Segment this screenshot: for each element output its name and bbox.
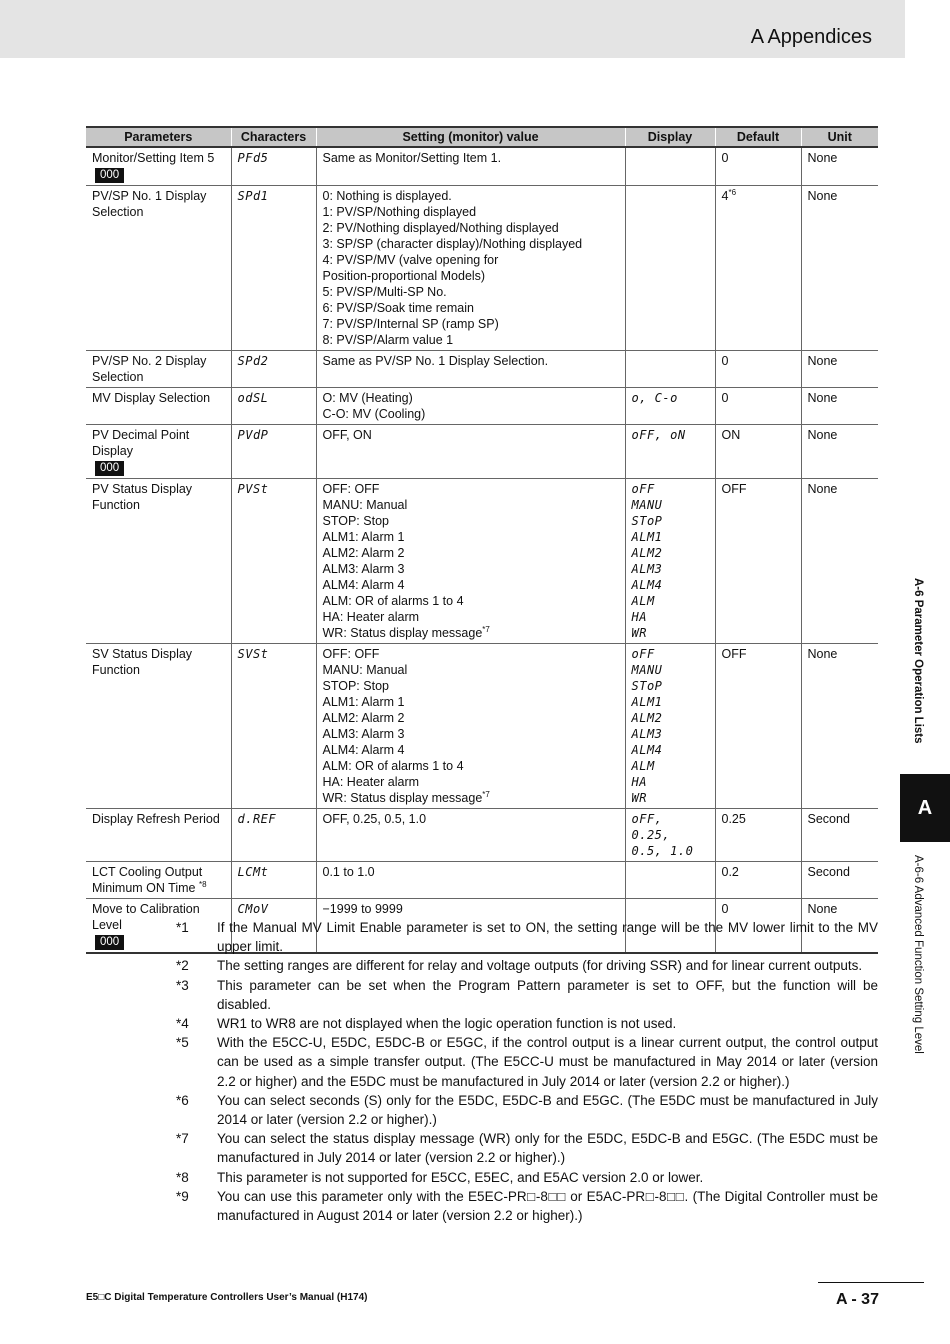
table-row bbox=[86, 862, 878, 899]
unit-cell: Second bbox=[801, 862, 878, 899]
display-cell bbox=[625, 644, 715, 809]
footnotes bbox=[176, 918, 878, 1225]
footnote-text: The setting ranges are different for relay and voltage outputs (for driving SSR) and for linear current outputs. bbox=[217, 958, 863, 974]
setting-line: Position-proportional Models) bbox=[322, 269, 486, 283]
param-name: PV Decimal Point Display bbox=[92, 428, 190, 458]
param-cell bbox=[86, 351, 231, 388]
display-line: ALM1 bbox=[631, 530, 663, 544]
characters-cell bbox=[231, 425, 316, 479]
default-cell bbox=[715, 351, 801, 388]
table-row bbox=[86, 388, 878, 425]
setting-line: 8: PV/SP/Alarm value 1 bbox=[322, 333, 454, 347]
setting-cell bbox=[316, 388, 625, 425]
protect-level-badge: 000 bbox=[95, 168, 124, 183]
setting-cell bbox=[316, 147, 625, 186]
setting-line: WR: Status display message$^{*7}$ bbox=[322, 789, 490, 805]
setting-line: 0: Nothing is displayed. bbox=[322, 189, 452, 203]
setting-line: ALM: OR of alarms 1 to 4 bbox=[322, 594, 464, 608]
setting-line: O: MV (Heating) bbox=[322, 391, 413, 405]
param-name: PV/SP No. 2 Display Selection bbox=[92, 354, 207, 384]
display-line: SToP bbox=[631, 679, 663, 693]
setting-line: OFF: OFF bbox=[322, 482, 380, 496]
table-row bbox=[86, 186, 878, 351]
display-line: ALM bbox=[631, 759, 655, 773]
footnote bbox=[176, 1129, 878, 1167]
footnote-text: You can select the status display message (WR) only for the E5DC, E5DC-B and E5GC. (The E5DC must be manufactured in July 2014 or later (version 2.2 or higher).) bbox=[217, 1131, 878, 1166]
characters-cell bbox=[231, 186, 316, 351]
display-line: 0.5, 1.0 bbox=[631, 844, 694, 858]
setting-line: C-O: MV (Cooling) bbox=[322, 407, 426, 421]
default-cell bbox=[715, 147, 801, 186]
default-value: 0 bbox=[721, 354, 729, 368]
display-line: oFF bbox=[631, 482, 655, 496]
segment-characters: SPd1 bbox=[237, 189, 269, 203]
footnote bbox=[176, 976, 878, 1014]
footnote-mark: *9 bbox=[176, 1188, 189, 1204]
protect-level-badge: 000 bbox=[95, 461, 124, 476]
setting-line: Same as Monitor/Setting Item 1. bbox=[322, 151, 502, 165]
segment-characters: PVdP bbox=[237, 428, 269, 442]
display-cell bbox=[625, 862, 715, 899]
display-line: WR bbox=[631, 626, 647, 640]
param-name: SV Status Display Function bbox=[92, 647, 193, 677]
table-row bbox=[86, 644, 878, 809]
segment-characters: PVSt bbox=[237, 482, 269, 496]
setting-line: ALM4: Alarm 4 bbox=[322, 743, 405, 757]
param-cell bbox=[86, 388, 231, 425]
display-cell bbox=[625, 186, 715, 351]
setting-line: 1: PV/SP/Nothing displayed bbox=[322, 205, 477, 219]
segment-characters: odSL bbox=[237, 391, 269, 405]
default-value: OFF bbox=[721, 647, 747, 661]
column-header: Default bbox=[715, 127, 801, 147]
display-line: WR bbox=[631, 791, 647, 805]
footnote-mark: *2 bbox=[176, 958, 189, 974]
footnote-ref: *8 bbox=[198, 879, 207, 889]
footnote-mark: *5 bbox=[176, 1035, 189, 1051]
display-cell bbox=[625, 479, 715, 644]
footnote bbox=[176, 1014, 878, 1033]
default-value: 0.25 bbox=[721, 812, 746, 826]
display-line: ALM1 bbox=[631, 695, 663, 709]
display-line: oFF, 0.25, bbox=[631, 812, 671, 842]
display-line: ALM2 bbox=[631, 546, 663, 560]
footnote bbox=[176, 1168, 878, 1187]
table-row bbox=[86, 809, 878, 862]
setting-line: ALM3: Alarm 3 bbox=[322, 562, 405, 576]
setting-line: 6: PV/SP/Soak time remain bbox=[322, 301, 474, 315]
param-name: LCT Cooling Output Minimum ON Time bbox=[92, 865, 203, 895]
param-cell bbox=[86, 147, 231, 186]
display-line: oFF, oN bbox=[631, 428, 686, 442]
footnote-text: You can select seconds (S) only for the E5DC, E5DC-B and E5GC. (The E5DC must be manufactured in July 2014 or later (version 2.2 or higher).) bbox=[217, 1092, 878, 1128]
segment-characters: CMoV bbox=[237, 902, 269, 916]
column-header: Unit bbox=[801, 127, 878, 147]
setting-line: 5: PV/SP/Multi-SP No. bbox=[322, 285, 447, 299]
param-name: Move to Calibration Level bbox=[92, 902, 200, 932]
display-line: ALM4 bbox=[631, 578, 663, 592]
display-cell bbox=[625, 425, 715, 479]
table-row bbox=[86, 351, 878, 388]
segment-characters: SPd2 bbox=[237, 354, 269, 368]
display-line: ALM4 bbox=[631, 743, 663, 757]
footnote bbox=[176, 1091, 878, 1129]
segment-characters: d.REF bbox=[237, 812, 277, 826]
default-value: 0 bbox=[721, 391, 729, 405]
footer-divider bbox=[818, 1282, 924, 1283]
unit-cell: None bbox=[801, 425, 878, 479]
param-name: PV Status Display Function bbox=[92, 482, 193, 512]
unit-cell: None bbox=[801, 479, 878, 644]
setting-cell bbox=[316, 862, 625, 899]
characters-cell bbox=[231, 388, 316, 425]
param-name: Monitor/Setting Item 5 bbox=[92, 151, 215, 165]
display-cell bbox=[625, 809, 715, 862]
setting-cell bbox=[316, 809, 625, 862]
footer-manual-title: E5□C Digital Temperature Controllers User’s Manual (H174) bbox=[86, 1292, 368, 1303]
setting-line: ALM1: Alarm 1 bbox=[322, 530, 405, 544]
parameter-table bbox=[86, 126, 878, 954]
setting-line: Same as PV/SP No. 1 Display Selection. bbox=[322, 354, 549, 368]
default-cell bbox=[715, 388, 801, 425]
setting-line: ALM1: Alarm 1 bbox=[322, 695, 405, 709]
setting-cell bbox=[316, 186, 625, 351]
param-cell bbox=[86, 479, 231, 644]
column-header: Display bbox=[625, 127, 715, 147]
default-cell bbox=[715, 862, 801, 899]
default-value: 0 bbox=[721, 151, 729, 165]
param-name: Display Refresh Period bbox=[92, 812, 220, 826]
setting-line: 2: PV/Nothing displayed/Nothing displayed bbox=[322, 221, 559, 235]
column-header: Setting (monitor) value bbox=[316, 127, 625, 147]
footnote-text: This parameter can be set when the Program Pattern parameter is set to OFF, but the function will be disabled. bbox=[217, 977, 878, 1012]
setting-line: OFF, 0.25, 0.5, 1.0 bbox=[322, 812, 427, 826]
setting-cell bbox=[316, 351, 625, 388]
side-appendix-tab: A bbox=[900, 774, 950, 842]
setting-line: STOP: Stop bbox=[322, 679, 389, 693]
footnote bbox=[176, 956, 878, 975]
characters-cell bbox=[231, 809, 316, 862]
setting-cell bbox=[316, 425, 625, 479]
display-cell bbox=[625, 147, 715, 186]
protect-level-badge: 000 bbox=[95, 935, 124, 950]
side-subsection-label: A-6-6 Advanced Function Setting Level bbox=[912, 855, 924, 1054]
setting-line: ALM3: Alarm 3 bbox=[322, 727, 405, 741]
footnote-mark: *3 bbox=[176, 977, 189, 993]
display-line: MANU bbox=[631, 663, 663, 677]
footnote-mark: *1 bbox=[176, 920, 189, 935]
display-line: ALM2 bbox=[631, 711, 663, 725]
page-header-title: A Appendices bbox=[750, 26, 872, 48]
default-value: OFF bbox=[721, 482, 747, 496]
setting-line: ALM4: Alarm 4 bbox=[322, 578, 405, 592]
default-cell bbox=[715, 644, 801, 809]
setting-line: ALM2: Alarm 2 bbox=[322, 546, 405, 560]
setting-cell bbox=[316, 644, 625, 809]
setting-line: 7: PV/SP/Internal SP (ramp SP) bbox=[322, 317, 499, 331]
param-name: MV Display Selection bbox=[92, 391, 211, 405]
param-cell bbox=[86, 862, 231, 899]
characters-cell bbox=[231, 479, 316, 644]
display-line: MANU bbox=[631, 498, 663, 512]
param-cell bbox=[86, 186, 231, 351]
characters-cell bbox=[231, 644, 316, 809]
display-line: o, C-o bbox=[631, 391, 678, 405]
setting-line: OFF: OFF bbox=[322, 647, 380, 661]
footnote-text: With the E5CC-U, E5DC, E5DC-B or E5GC, if the control output is a linear current output, the control output can be used as a simple transfer output. (The E5CC-U must be manufactured in May 2014 or later (version 2.2 or higher) and the E5DC must be manufactured in July 2014 or later (version 2.2 or higher).) bbox=[217, 1035, 878, 1089]
param-cell bbox=[86, 644, 231, 809]
default-cell bbox=[715, 809, 801, 862]
table-row bbox=[86, 147, 878, 186]
default-value: 4 bbox=[721, 189, 729, 203]
unit-cell: None bbox=[801, 186, 878, 351]
setting-line: MANU: Manual bbox=[322, 498, 408, 512]
default-value: ON bbox=[721, 428, 741, 442]
param-name: PV/SP No. 1 Display Selection bbox=[92, 189, 207, 219]
default-value: 0 bbox=[721, 902, 729, 916]
segment-characters: SVSt bbox=[237, 647, 269, 661]
footnote-text: You can use this parameter only with the E5EC-PR□-8□□ or E5AC-PR□-8□□. (The Digital Controller must be manufactured in August 2014 or later (version 2.2 or higher).) bbox=[217, 1188, 878, 1224]
setting-line: WR: Status display message$^{*7}$ bbox=[322, 624, 490, 640]
display-line: SToP bbox=[631, 514, 663, 528]
segment-characters: LCMt bbox=[237, 865, 269, 879]
characters-cell bbox=[231, 862, 316, 899]
footnote-ref: *7 bbox=[482, 624, 490, 634]
param-cell bbox=[86, 425, 231, 479]
page-number: A - 37 bbox=[836, 1291, 879, 1308]
default-cell bbox=[715, 425, 801, 479]
setting-line: HA: Heater alarm bbox=[322, 610, 420, 624]
footnote-mark: *4 bbox=[176, 1016, 189, 1032]
characters-cell bbox=[231, 351, 316, 388]
table-header-row bbox=[86, 127, 878, 147]
footnote-ref: *6 bbox=[728, 187, 737, 197]
footnote bbox=[176, 1187, 878, 1225]
unit-cell: Second bbox=[801, 809, 878, 862]
unit-cell: None bbox=[801, 147, 878, 186]
footnote-mark: *6 bbox=[176, 1092, 189, 1108]
display-line: HA bbox=[631, 610, 647, 624]
setting-line: OFF, ON bbox=[322, 428, 372, 442]
setting-line: ALM2: Alarm 2 bbox=[322, 711, 405, 725]
setting-line: 3: SP/SP (character display)/Nothing displayed bbox=[322, 237, 583, 251]
setting-line: 0.1 to 1.0 bbox=[322, 865, 375, 879]
unit-cell: None bbox=[801, 351, 878, 388]
table-row bbox=[86, 479, 878, 644]
default-value: 0.2 bbox=[721, 865, 739, 879]
display-line: HA bbox=[631, 775, 647, 789]
unit-cell: None bbox=[801, 899, 878, 954]
unit-cell: None bbox=[801, 388, 878, 425]
param-cell bbox=[86, 809, 231, 862]
column-header: Characters bbox=[231, 127, 316, 147]
setting-cell bbox=[316, 479, 625, 644]
default-cell bbox=[715, 479, 801, 644]
display-line: oFF bbox=[631, 647, 655, 661]
setting-line: HA: Heater alarm bbox=[322, 775, 420, 789]
unit-cell: None bbox=[801, 644, 878, 809]
column-header: Parameters bbox=[86, 127, 231, 147]
display-cell bbox=[625, 388, 715, 425]
display-line: ALM bbox=[631, 594, 655, 608]
footnote-mark: *7 bbox=[176, 1131, 189, 1147]
footnote-mark: *8 bbox=[176, 1169, 189, 1185]
display-line: ALM3 bbox=[631, 727, 663, 741]
footnote-text: WR1 to WR8 are not displayed when the logic operation function is not used. bbox=[217, 1016, 677, 1032]
display-cell bbox=[625, 351, 715, 388]
footnote bbox=[176, 1033, 878, 1091]
footnote-text: This parameter is not supported for E5CC, E5EC, and E5AC version 2.0 or lower. bbox=[217, 1169, 704, 1185]
display-line: ALM3 bbox=[631, 562, 663, 576]
setting-line: 4: PV/SP/MV (valve opening for bbox=[322, 253, 499, 267]
setting-line: MANU: Manual bbox=[322, 663, 408, 677]
characters-cell bbox=[231, 147, 316, 186]
default-cell bbox=[715, 186, 801, 351]
segment-characters: PFd5 bbox=[237, 151, 269, 165]
table-row bbox=[86, 425, 878, 479]
side-section-label: A-6 Parameter Operation Lists bbox=[912, 578, 924, 744]
footnote-text: If the Manual MV Limit Enable parameter is set to ON, the setting range will be the MV lower limit to the MV upper limit. bbox=[217, 920, 878, 955]
setting-line: −1999 to 9999 bbox=[322, 902, 403, 916]
setting-line: ALM: OR of alarms 1 to 4 bbox=[322, 759, 464, 773]
setting-line: STOP: Stop bbox=[322, 514, 389, 528]
footnote-ref: *7 bbox=[482, 789, 490, 799]
footnote bbox=[176, 918, 878, 956]
